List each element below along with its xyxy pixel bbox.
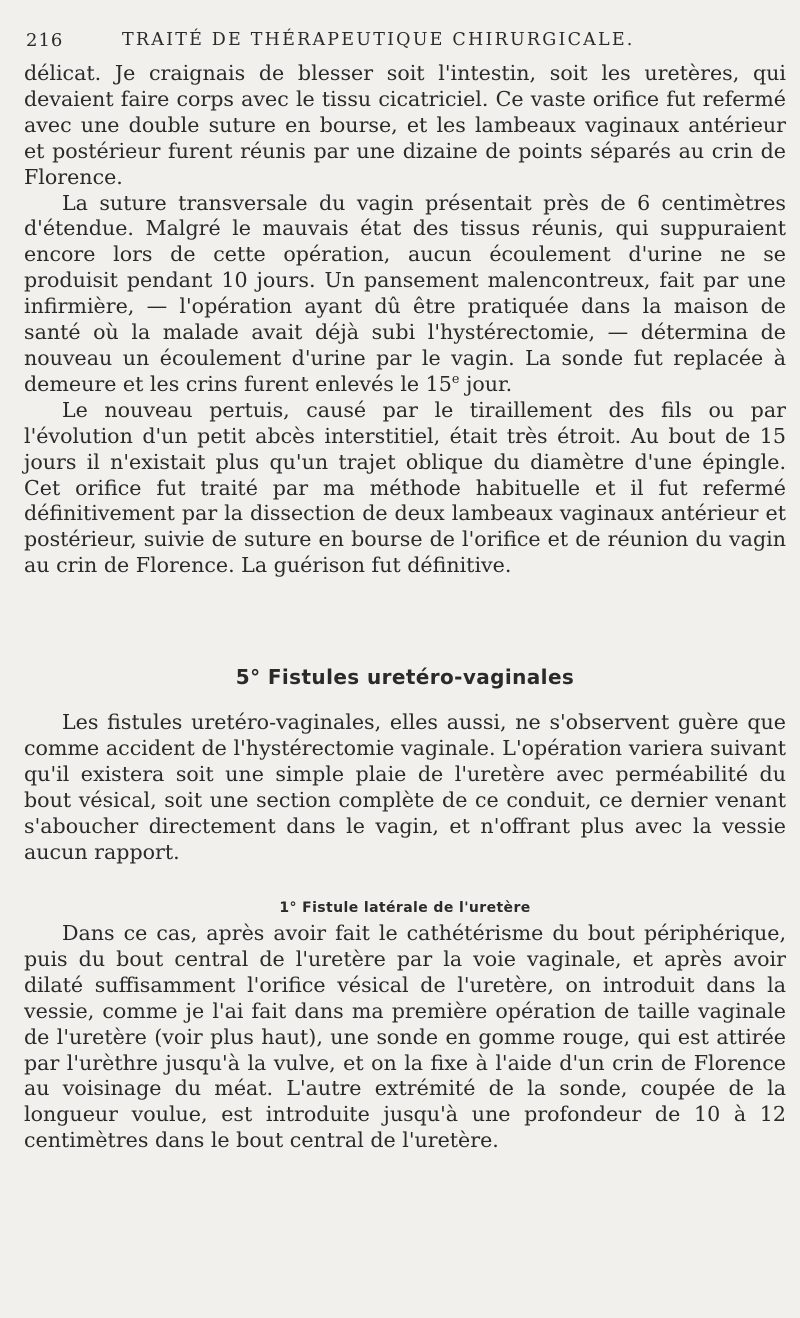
paragraph-continued: délicat. Je craignais de blesser soit l'intestin, soit les uretères, qui devaient faire corps avec le tissu cicatriciel. Ce vaste orifice fut refermé avec une double suture en bourse, et les lambeaux vaginaux antérieur et postérieur furent réunis par une dizaine de points séparés au crin de Florence.: [24, 61, 786, 189]
paragraph-pertuis: Le nouveau pertuis, causé par le tiraillement des fils ou par l'évolution d'un petit abcès interstitiel, était très étroit. Au bout de 15 jours il n'existait plus qu'un trajet oblique du diamètre d'une épingle. Cet orifice fut traité par ma méthode habituelle et il fut refermé définitivement par la dissection de deux lambeaux vaginaux antérieur et postérieur, suivie de suture en bourse de l'orifice et de réunion du vagin au crin de Florence. La guérison fut définitive.: [24, 397, 786, 578]
section-paragraph: Les fistules uretéro-vaginales, elles aussi, ne s'observent guère que comme accident de l'hystérectomie vaginale. L'opération variera suivant qu'il existera soit une simple plaie de l'uretère avec perméabilité du bout vésical, soit une section complète de ce conduit, ce dernier venant s'aboucher directement dans le vagin, et n'offrant plus avec la vessie aucun rapport.: [24, 710, 786, 864]
page-number: 216: [26, 30, 64, 51]
subsection-text-block: [24, 921, 786, 1154]
paragraph-suture: [24, 191, 786, 398]
section-heading: 5° Fistules uretéro-vaginales: [235, 664, 575, 689]
opening-text-block: [24, 61, 786, 579]
subsection-heading: 1° Fistule latérale de l'uretère: [279, 900, 531, 916]
subsection-paragraph: Dans ce cas, après avoir fait le cathétérisme du bout périphérique, puis du bout central de l'uretère par la voie vaginale, et après avoir dilaté suffisamment l'orifice vésical de l'uretère, on introduit dans la vessie, comme je l'ai fait dans ma première opération de taille vaginale de l'uretère (voir plus haut), une sonde en gomme rouge, qui est attirée par l'urèthre jusqu'à la vulve, et on la fixe à l'aide d'un crin de Florence au voisinage du méat. L'autre extrémité de la sonde, coupée de la longueur voulue, est introduite jusqu'à une profondeur de 10 à 12 centimètres dans le bout central de l'uretère.: [24, 921, 786, 1153]
running-title: TRAITÉ DE THÉRAPEUTIQUE CHIRURGICALE.: [122, 30, 635, 50]
ordinal-superscript: e: [451, 372, 460, 388]
paragraph-suture-end: jour.: [459, 371, 513, 396]
page-header: [26, 30, 786, 54]
paragraph-suture-text: La suture transversale du vagin présentait près de 6 centimètres d'étendue. Malgré le mauvais état des tissus réunis, qui suppuraient encore lors de cette opération, aucun écoulement d'urine ne se produisit pendant 10 jours. Un pansement malencontreux, fait par une infirmière, — l'opération ayant dû être pratiquée dans la maison de santé où la malade avait déjà subi l'hystérectomie, — détermina de nouveau un écoulement d'urine par le vagin. La sonde fut replacée à demeure et les crins furent enlevés le 15: [24, 190, 786, 396]
section-text-block: [24, 710, 786, 865]
